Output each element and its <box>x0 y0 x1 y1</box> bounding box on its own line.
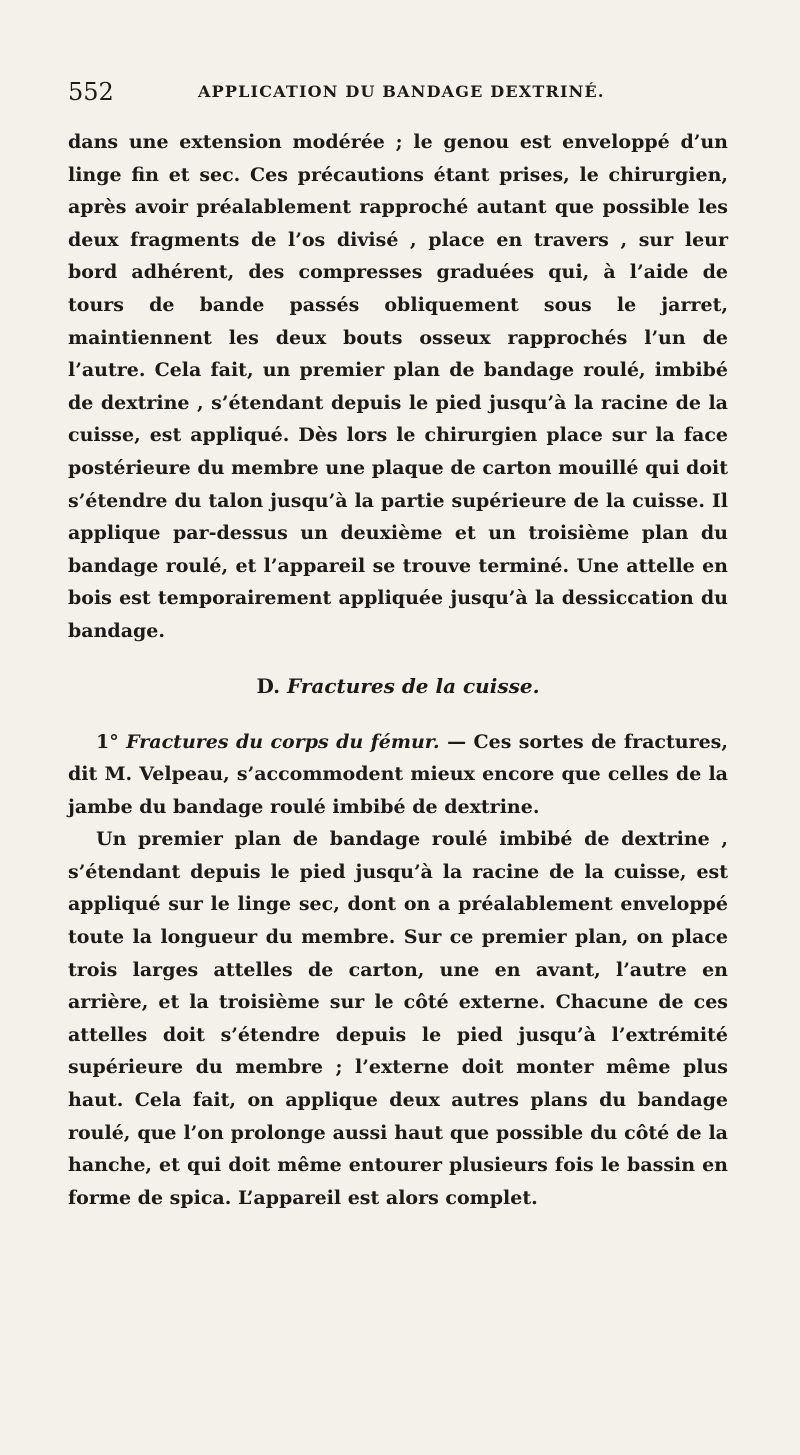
paragraph-2 <box>68 726 728 824</box>
paragraph-2-text: — Ces sortes de fractures, dit M. Velpeau, s’accommodent mieux encore que celles de la jambe du bandage roulé imbibé de dextrine. <box>68 730 728 818</box>
paragraph-1: dans une extension modérée ; le genou est enveloppé d’un linge fin et sec. Ces précautions étant prises, le chirurgien, après avoir préalablement rapproché autant que possible les deux fragments de l’os divisé , place en travers , sur leur bord adhérent, des compresses graduées qui, à l’aide de tours de bande passés obliquement sous le jarret, maintiennent les deux bouts osseux rapprochés l’un de l’autre. Cela fait, un premier plan de bandage roulé, imbibé de dextrine , s’étendant depuis le pied jusqu’à la racine de la cuisse, est appliqué. Dès lors le chirurgien place sur la face postérieure du membre une plaque de carton mouillé qui doit s’étendre du talon jusqu’à la partie supérieure de la cuisse. Il applique par-dessus un deuxième et un troisième plan du bandage roulé, et l’appareil se trouve terminé. Une attelle en bois est temporairement appliquée jusqu’à la dessiccation du bandage. <box>68 131 728 642</box>
page-header <box>68 78 728 118</box>
running-head: APPLICATION DU BANDAGE DEXTRINÉ. <box>198 82 605 101</box>
section-title: Fractures de la cuisse. <box>287 673 540 698</box>
section-heading <box>68 672 728 700</box>
page-number: 552 <box>68 78 114 106</box>
paragraph-3: Un premier plan de bandage roulé imbibé de dextrine , s’étendant depuis le pied jusqu’à la racine de la cuisse, est appliqué sur le linge sec, dont on a préalablement enveloppé toute la longueur du membre. Sur ce premier plan, on place trois larges attelles de carton, une en avant, l’autre en arrière, et la troisième sur le côté externe. Chacune de ces attelles doit s’étendre depuis le pied jusqu’à l’extrémité supérieure du membre ; l’externe doit monter même plus haut. Cela fait, on applique deux autres plans du bandage roulé, que l’on prolonge aussi haut que possible du côté de la hanche, et qui doit même entourer plusieurs fois le bassin en forme de spica. L’appareil est alors complet. <box>68 828 728 1209</box>
paragraph-2-label: 1° <box>96 730 119 753</box>
paragraph-2-title: Fractures du corps du fémur. <box>126 730 440 753</box>
section-label: D. <box>256 673 281 698</box>
body-text <box>68 126 728 1214</box>
